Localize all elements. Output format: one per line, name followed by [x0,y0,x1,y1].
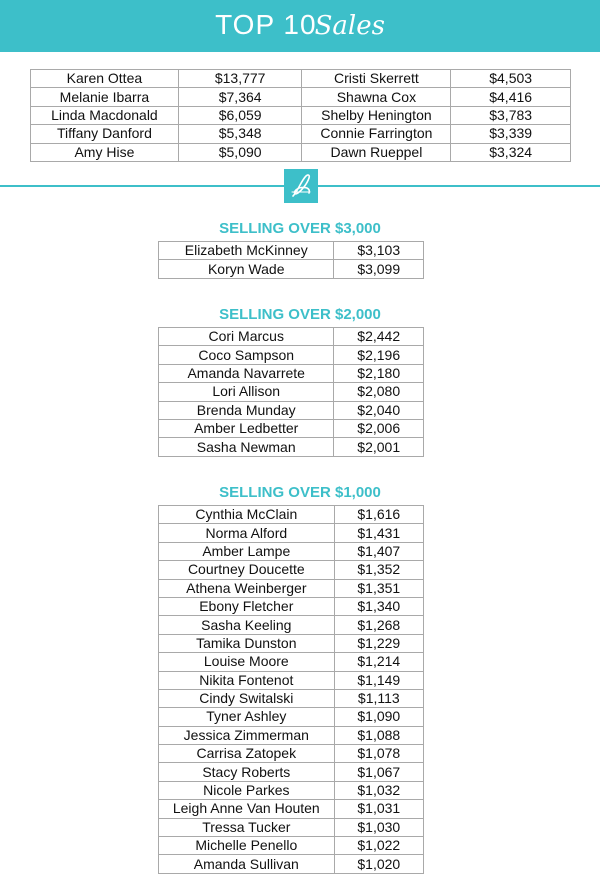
table-row [159,689,424,707]
seller-amount: $1,031 [334,800,423,818]
seller-amount: $1,214 [334,653,423,671]
selling-over-1000-table [158,505,424,874]
seller-name: Dawn Rueppel [302,143,451,161]
seller-name: Sasha Keeling [159,616,335,634]
table-row [159,763,424,781]
seller-amount: $1,149 [334,671,423,689]
seller-name: Amy Hise [31,143,179,161]
seller-name: Karen Ottea [31,70,179,88]
table-row [159,419,424,437]
seller-name: Leigh Anne Van Houten [159,800,335,818]
seller-name: Sasha Newman [159,438,334,456]
seller-amount: $1,616 [334,506,423,524]
table-row [159,800,424,818]
seller-name: Cristi Skerrett [302,70,451,88]
page-title [0,9,600,41]
seller-name: Tyner Ashley [159,708,335,726]
seller-name: Cynthia McClain [159,506,335,524]
table-row [159,524,424,542]
seller-name: Amber Ledbetter [159,419,334,437]
seller-amount: $1,088 [334,726,423,744]
table-row [159,561,424,579]
seller-amount: $2,442 [334,328,424,346]
seller-name: Ebony Fletcher [159,597,335,615]
top-10-sales-table [30,69,571,162]
seller-amount: $3,339 [451,125,571,143]
seller-name: Elizabeth McKinney [159,242,334,260]
seller-name: Linda Macdonald [31,106,179,124]
seller-amount: $1,067 [334,763,423,781]
seller-amount: $3,783 [451,106,571,124]
seller-name: Tressa Tucker [159,818,335,836]
table-row [159,781,424,799]
table-row [159,671,424,689]
seller-name: Cori Marcus [159,328,334,346]
seller-name: Melanie Ibarra [31,88,179,106]
seller-name: Amanda Navarrete [159,364,334,382]
table-row [31,70,571,88]
title-main: TOP 10 [215,9,317,40]
section-title-1000: SELLING OVER $1,000 [219,484,381,501]
section-title-2000: SELLING OVER $2,000 [219,306,381,323]
table-row [159,542,424,560]
table-row [159,346,424,364]
table-row [31,143,571,161]
seller-name: Shelby Henington [302,106,451,124]
table-row [159,438,424,456]
title-script: Sales [314,11,385,41]
seller-amount: $1,030 [334,818,423,836]
seller-amount: $6,059 [178,106,302,124]
table-row [159,506,424,524]
seller-name: Louise Moore [159,653,335,671]
divider-line-left [0,185,284,187]
seller-amount: $13,777 [178,70,302,88]
seller-amount: $1,020 [334,855,423,873]
section-title-3000: SELLING OVER $3,000 [219,220,381,237]
seller-amount: $2,040 [334,401,424,419]
seller-name: Courtney Doucette [159,561,335,579]
seller-name: Michelle Penello [159,837,335,855]
selling-over-2000-table [158,327,424,457]
table-row [159,242,424,260]
seller-amount: $7,364 [178,88,302,106]
seller-name: Cindy Switalski [159,689,335,707]
seller-amount: $1,351 [334,579,423,597]
table-row [159,579,424,597]
table-row [159,597,424,615]
table-row [159,616,424,634]
seller-amount: $2,180 [334,364,424,382]
seller-name: Carrisa Zatopek [159,745,335,763]
table-row [31,125,571,143]
seller-amount: $3,324 [451,143,571,161]
table-row [159,726,424,744]
seller-name: Shawna Cox [302,88,451,106]
seller-amount: $5,090 [178,143,302,161]
seller-name: Nicole Parkes [159,781,335,799]
seller-amount: $1,113 [334,689,423,707]
seller-name: Brenda Munday [159,401,334,419]
table-row [159,855,424,873]
table-row [159,818,424,836]
seller-amount: $4,503 [451,70,571,88]
seller-amount: $4,416 [451,88,571,106]
table-row [159,401,424,419]
seller-amount: $1,022 [334,837,423,855]
seller-name: Coco Sampson [159,346,334,364]
table-row [159,634,424,652]
seller-amount: $2,080 [334,383,424,401]
table-row [159,653,424,671]
seller-name: Tamika Dunston [159,634,335,652]
seller-amount: $3,099 [334,260,424,278]
seller-amount: $1,268 [334,616,423,634]
table-row [159,260,424,278]
seller-amount: $2,196 [334,346,424,364]
seller-name: Connie Farrington [302,125,451,143]
table-row [159,328,424,346]
table-row [159,364,424,382]
header-banner [0,0,600,52]
seller-amount: $2,001 [334,438,424,456]
seller-amount: $2,006 [334,419,424,437]
seller-name: Koryn Wade [159,260,334,278]
table-row [159,383,424,401]
seller-name: Amber Lampe [159,542,335,560]
seller-name: Stacy Roberts [159,763,335,781]
seller-amount: $1,340 [334,597,423,615]
table-row [31,88,571,106]
seller-name: Norma Alford [159,524,335,542]
seller-amount: $1,078 [334,745,423,763]
seller-amount: $1,431 [334,524,423,542]
seller-name: Jessica Zimmerman [159,726,335,744]
seller-amount: $1,090 [334,708,423,726]
table-row [159,708,424,726]
seller-name: Nikita Fontenot [159,671,335,689]
table-row [31,106,571,124]
table-row [159,745,424,763]
seller-amount: $1,229 [334,634,423,652]
seller-amount: $3,103 [334,242,424,260]
selling-over-3000-table [158,241,424,279]
divider-line-right [318,185,600,187]
seller-name: Athena Weinberger [159,579,335,597]
seller-amount: $1,407 [334,542,423,560]
seller-name: Amanda Sullivan [159,855,335,873]
seller-amount: $1,352 [334,561,423,579]
seller-amount: $1,032 [334,781,423,799]
seller-amount: $5,348 [178,125,302,143]
seller-name: Lori Allison [159,383,334,401]
seller-name: Tiffany Danford [31,125,179,143]
table-row [159,837,424,855]
script-a-logo-icon [284,169,318,203]
